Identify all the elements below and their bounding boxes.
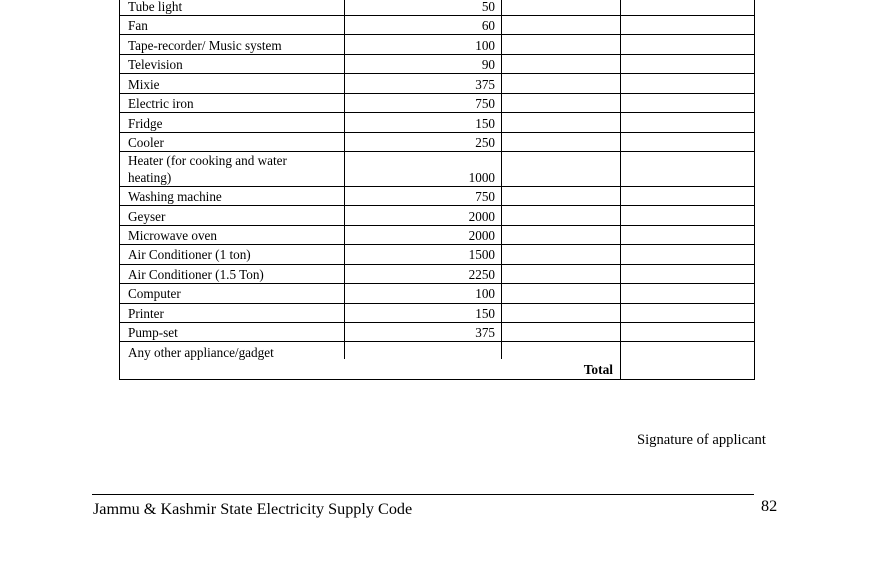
appliance-wattage: 2000 bbox=[468, 228, 495, 243]
appliance-wattage: 250 bbox=[475, 135, 495, 150]
appliance-name: Microwave oven bbox=[128, 228, 217, 243]
row-divider bbox=[119, 303, 755, 304]
appliance-wattage: 2000 bbox=[468, 209, 495, 224]
appliance-name: Heater (for cooking and water bbox=[128, 153, 287, 168]
row-divider bbox=[119, 93, 755, 94]
appliance-wattage: 750 bbox=[475, 189, 495, 204]
appliance-name: Computer bbox=[128, 286, 181, 301]
appliance-name-line2: heating) bbox=[128, 170, 172, 185]
appliance-name: Fan bbox=[128, 18, 148, 33]
appliance-name: Cooler bbox=[128, 135, 164, 150]
appliance-name: Fridge bbox=[128, 116, 163, 131]
table-border-right bbox=[754, 0, 755, 380]
table-border-left bbox=[119, 0, 120, 380]
total-label: Total bbox=[583, 362, 613, 377]
table-border-bottom bbox=[119, 379, 755, 380]
row-divider bbox=[119, 244, 755, 245]
appliance-wattage: 1500 bbox=[468, 247, 495, 262]
row-divider bbox=[119, 225, 755, 226]
signature-label: Signature of applicant bbox=[637, 432, 766, 448]
appliance-wattage: 375 bbox=[475, 77, 495, 92]
appliance-wattage: 375 bbox=[475, 325, 495, 340]
footer-title: Jammu & Kashmir State Electricity Supply Code bbox=[93, 500, 413, 518]
row-divider bbox=[119, 341, 755, 342]
row-divider bbox=[119, 283, 755, 284]
appliance-wattage: 90 bbox=[481, 57, 495, 72]
row-divider bbox=[119, 54, 755, 55]
appliance-name: Washing machine bbox=[128, 189, 222, 204]
appliance-wattage: 1000 bbox=[468, 170, 495, 185]
footer-divider bbox=[92, 494, 754, 495]
row-divider bbox=[119, 151, 755, 152]
row-divider bbox=[119, 264, 755, 265]
appliance-wattage: 100 bbox=[475, 286, 495, 301]
appliance-wattage: 750 bbox=[475, 96, 495, 111]
appliance-name: Geyser bbox=[128, 209, 166, 224]
row-divider bbox=[119, 186, 755, 187]
appliance-wattage: 100 bbox=[475, 38, 495, 53]
appliance-name: Electric iron bbox=[128, 96, 194, 111]
row-divider bbox=[119, 73, 755, 74]
appliance-name: Tube light bbox=[128, 0, 183, 14]
appliance-name: Any other appliance/gadget bbox=[128, 345, 274, 360]
appliance-wattage: 60 bbox=[481, 18, 495, 33]
appliance-wattage: 150 bbox=[475, 306, 495, 321]
appliance-wattage: 50 bbox=[481, 0, 495, 14]
page-number: 82 bbox=[761, 497, 778, 515]
table-col-divider-3 bbox=[620, 0, 621, 380]
appliance-name: Air Conditioner (1 ton) bbox=[128, 247, 251, 262]
row-divider bbox=[119, 132, 755, 133]
row-divider bbox=[119, 112, 755, 113]
row-divider bbox=[119, 15, 755, 16]
appliance-wattage: 150 bbox=[475, 116, 495, 131]
appliance-name: Television bbox=[128, 57, 183, 72]
appliance-name: Pump-set bbox=[128, 325, 178, 340]
appliance-name: Printer bbox=[128, 306, 164, 321]
appliance-wattage: 2250 bbox=[468, 267, 495, 282]
row-divider bbox=[119, 322, 755, 323]
row-divider bbox=[119, 34, 755, 35]
appliance-name: Air Conditioner (1.5 Ton) bbox=[128, 267, 264, 282]
appliance-name: Mixie bbox=[128, 77, 160, 92]
appliance-name: Tape-recorder/ Music system bbox=[128, 38, 282, 53]
row-divider bbox=[119, 205, 755, 206]
